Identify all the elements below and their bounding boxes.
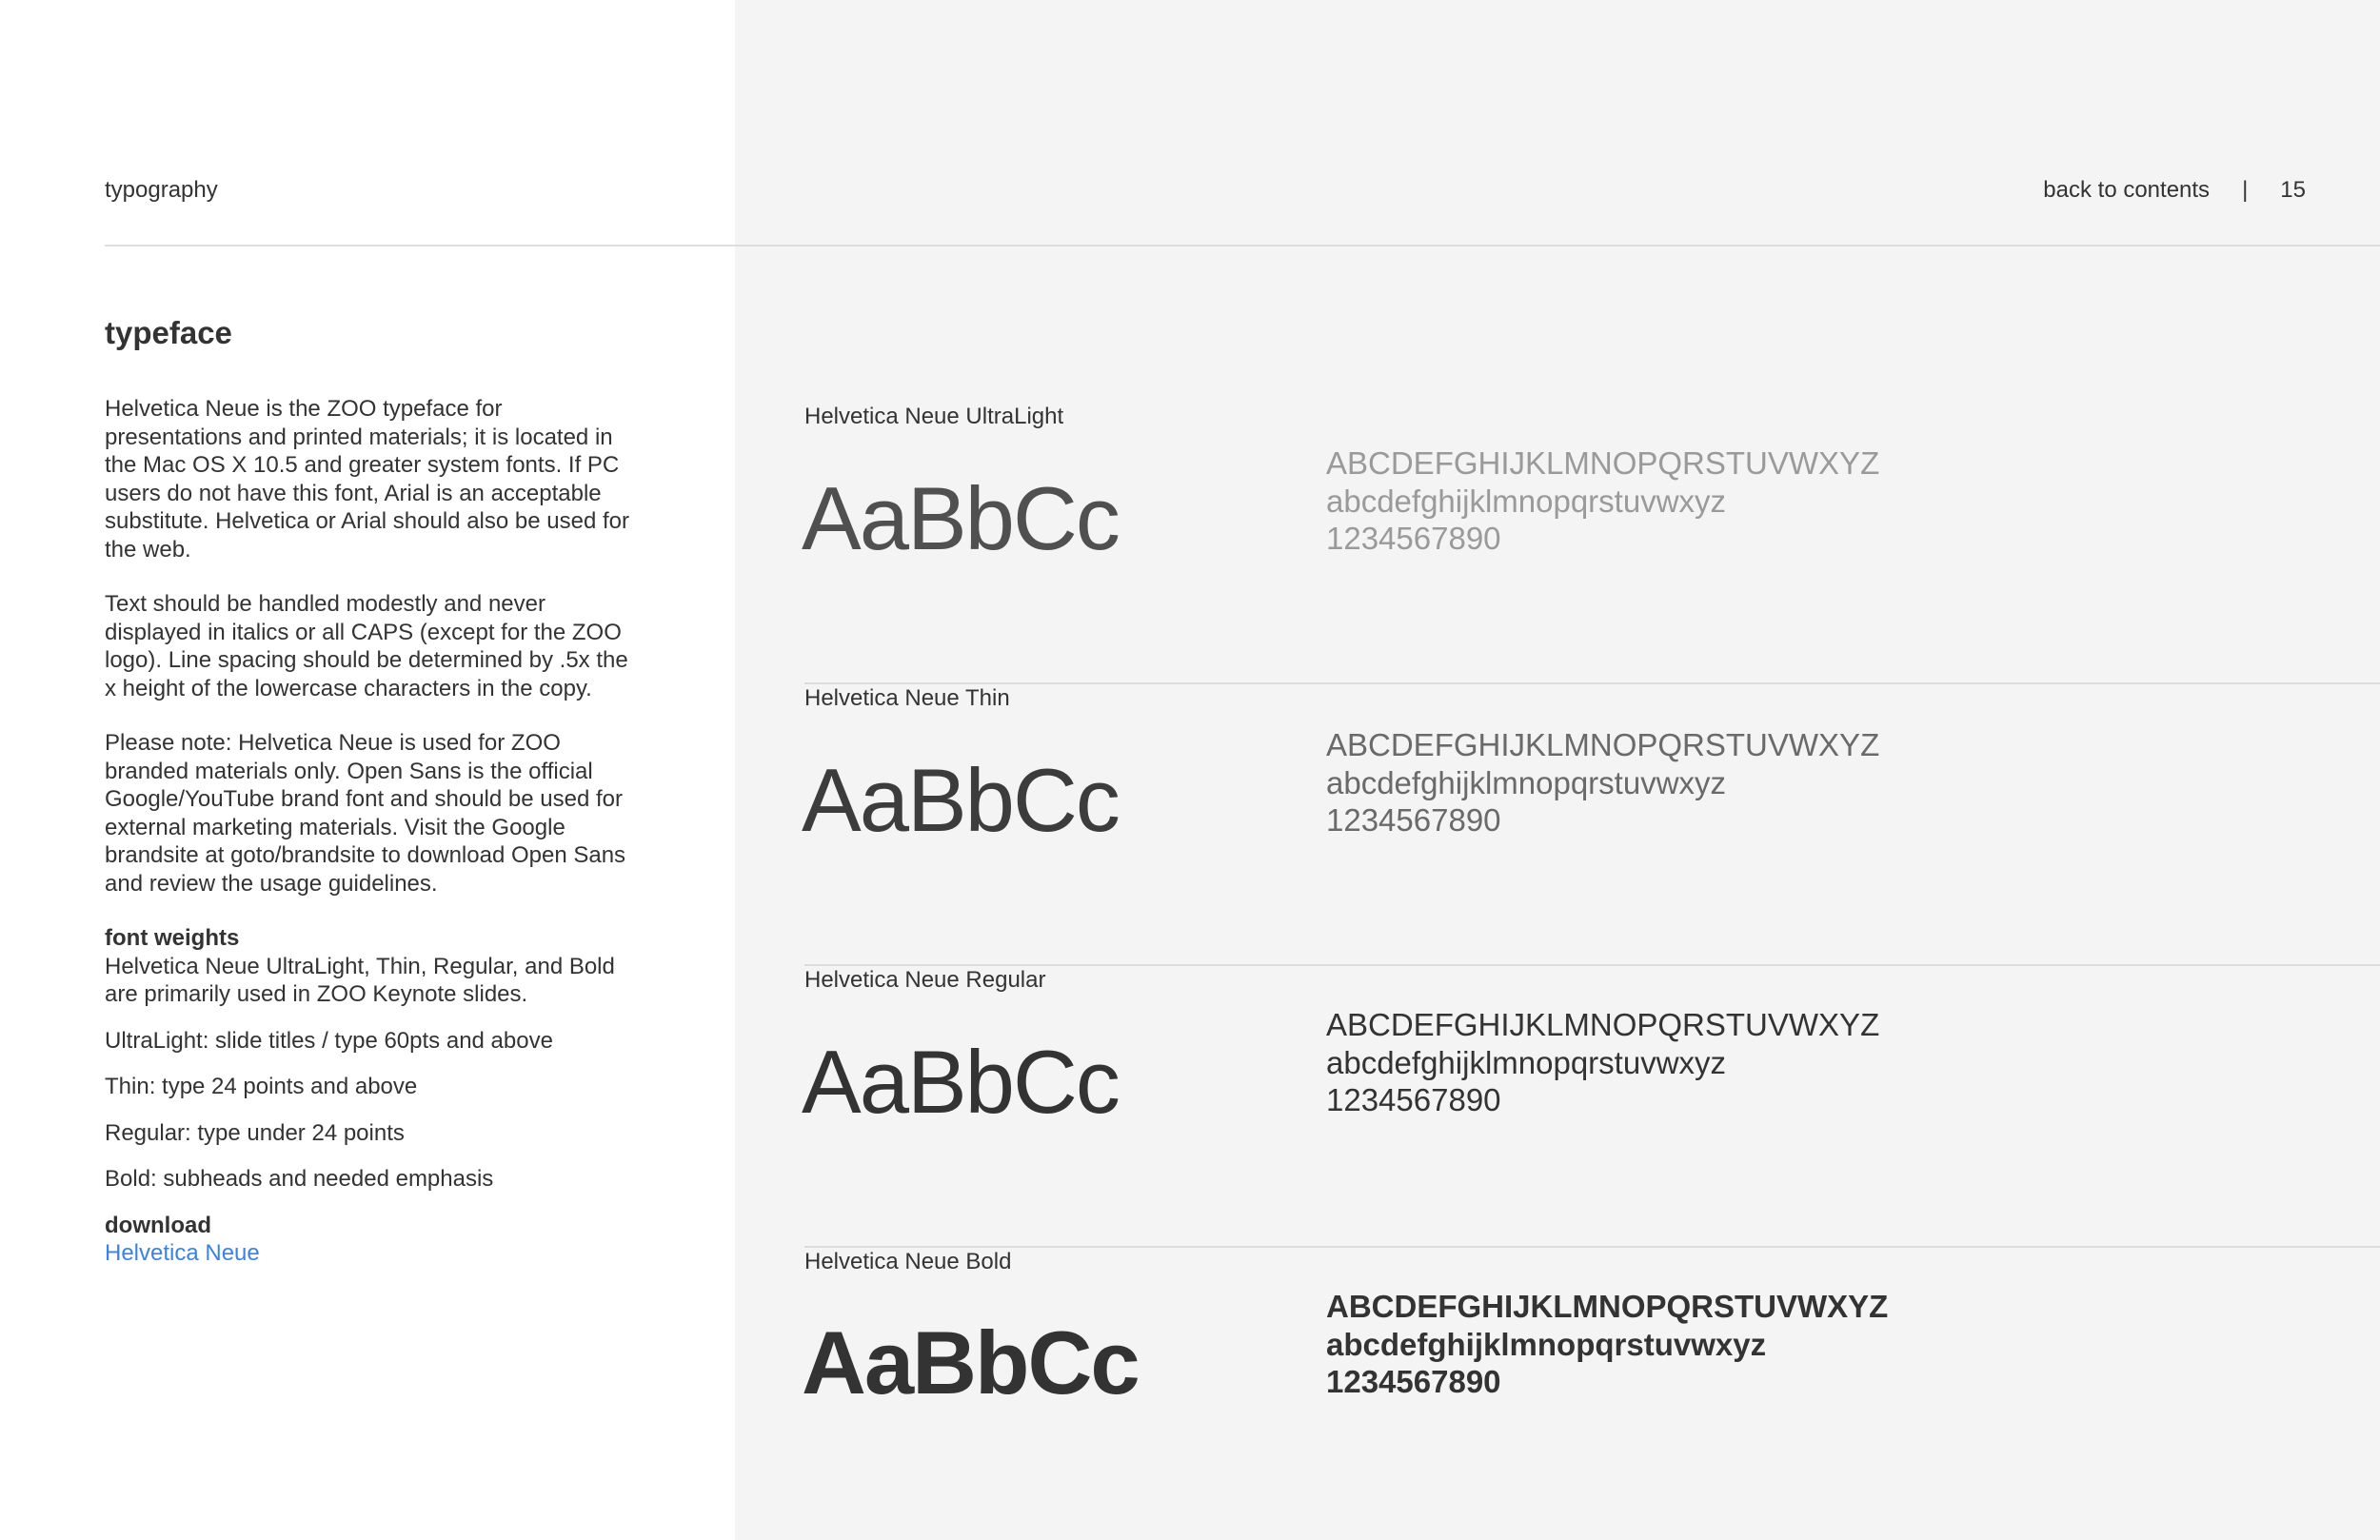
specimen-character-set xyxy=(1326,726,1879,839)
specimen-character-set xyxy=(1326,1288,1888,1401)
specimen-sample: AaBbCc xyxy=(802,1313,1139,1412)
specimen-character-set xyxy=(1326,444,1879,558)
specimen-uppercase: ABCDEFGHIJKLMNOPQRSTUVWXYZ xyxy=(1326,1289,1889,1324)
header-navigation xyxy=(2043,175,2306,206)
text-handling-paragraph: Text should be handled modestly and never displayed in italics or all CAPS (except for the ZOO logo). Line spacing should be determined by .5x the x height of the lowercase characters in the copy. xyxy=(105,591,628,701)
specimen-lowercase: abcdefghijklmnopqrstuvwxyz xyxy=(1326,483,1727,519)
font-weights-heading: font weights xyxy=(105,925,240,951)
specimen-lowercase: abcdefghijklmnopqrstuvwxyz xyxy=(1326,1326,1767,1362)
download-heading: download xyxy=(105,1212,211,1238)
specimen-bold xyxy=(804,1248,2380,1495)
weight-thin-usage: Thin: type 24 points and above xyxy=(105,1074,418,1099)
specimen-digits: 1234567890 xyxy=(1326,1364,1501,1399)
page-heading: typeface xyxy=(105,315,232,350)
header-divider xyxy=(105,245,2380,247)
typeface-description xyxy=(105,314,638,1268)
specimen-lowercase: abcdefghijklmnopqrstuvwxyz xyxy=(1326,764,1727,800)
specimen-lowercase: abcdefghijklmnopqrstuvwxyz xyxy=(1326,1044,1727,1080)
open-sans-note-paragraph: Please note: Helvetica Neue is used for ZOO branded materials only. Open Sans is the official Google/YouTube brand font and should be used for external marketing materials. Visit the Google brandsite at goto/brandsite to download Open Sans and review the usage guidelines. xyxy=(105,730,626,897)
specimen-thin xyxy=(804,684,2380,966)
specimen-uppercase: ABCDEFGHIJKLMNOPQRSTUVWXYZ xyxy=(1326,1007,1880,1042)
specimen-digits: 1234567890 xyxy=(1326,521,1501,556)
specimen-regular xyxy=(804,966,2380,1248)
font-weights-text: Helvetica Neue UltraLight, Thin, Regular, and Bold are primarily used in ZOO Keynote slides. xyxy=(105,953,615,1007)
intro-paragraph: Helvetica Neue is the ZOO typeface for presentations and printed materials; it is located in the Mac OS X 10.5 and greater system fonts. If PC users do not have this font, Arial is an acceptable substitute. Helvetica or Arial should also be used for the web. xyxy=(105,396,629,563)
weight-regular-usage: Regular: type under 24 points xyxy=(105,1119,405,1146)
page-number: 15 xyxy=(2280,177,2306,203)
specimen-sample: AaBbCc xyxy=(802,468,1119,568)
specimen-uppercase: ABCDEFGHIJKLMNOPQRSTUVWXYZ xyxy=(1326,445,1880,481)
section-title: typography xyxy=(105,177,218,203)
font-weights-block xyxy=(105,924,638,1009)
specimen-uppercase: ABCDEFGHIJKLMNOPQRSTUVWXYZ xyxy=(1326,727,1880,762)
specimen-ultralight xyxy=(804,403,2380,684)
specimen-label: Helvetica Neue Thin xyxy=(804,685,1010,711)
specimen-label: Helvetica Neue UltraLight xyxy=(804,404,1064,429)
specimen-digits: 1234567890 xyxy=(1326,1082,1501,1117)
specimen-label: Helvetica Neue Regular xyxy=(804,967,1046,993)
specimen-digits: 1234567890 xyxy=(1326,802,1501,838)
back-to-contents-link[interactable]: back to contents xyxy=(2043,177,2211,203)
download-helvetica-neue-link[interactable]: Helvetica Neue xyxy=(105,1240,260,1266)
weight-bold-usage: Bold: subheads and needed emphasis xyxy=(105,1166,494,1192)
weight-ultralight-usage: UltraLight: slide titles / type 60pts and above xyxy=(105,1027,553,1054)
specimen-label: Helvetica Neue Bold xyxy=(804,1249,1012,1274)
specimen-sample: AaBbCc xyxy=(802,1032,1119,1132)
header-separator: | xyxy=(2242,177,2249,203)
download-block xyxy=(105,1212,638,1268)
specimen-sample: AaBbCc xyxy=(802,750,1119,850)
specimen-character-set xyxy=(1326,1006,1879,1119)
